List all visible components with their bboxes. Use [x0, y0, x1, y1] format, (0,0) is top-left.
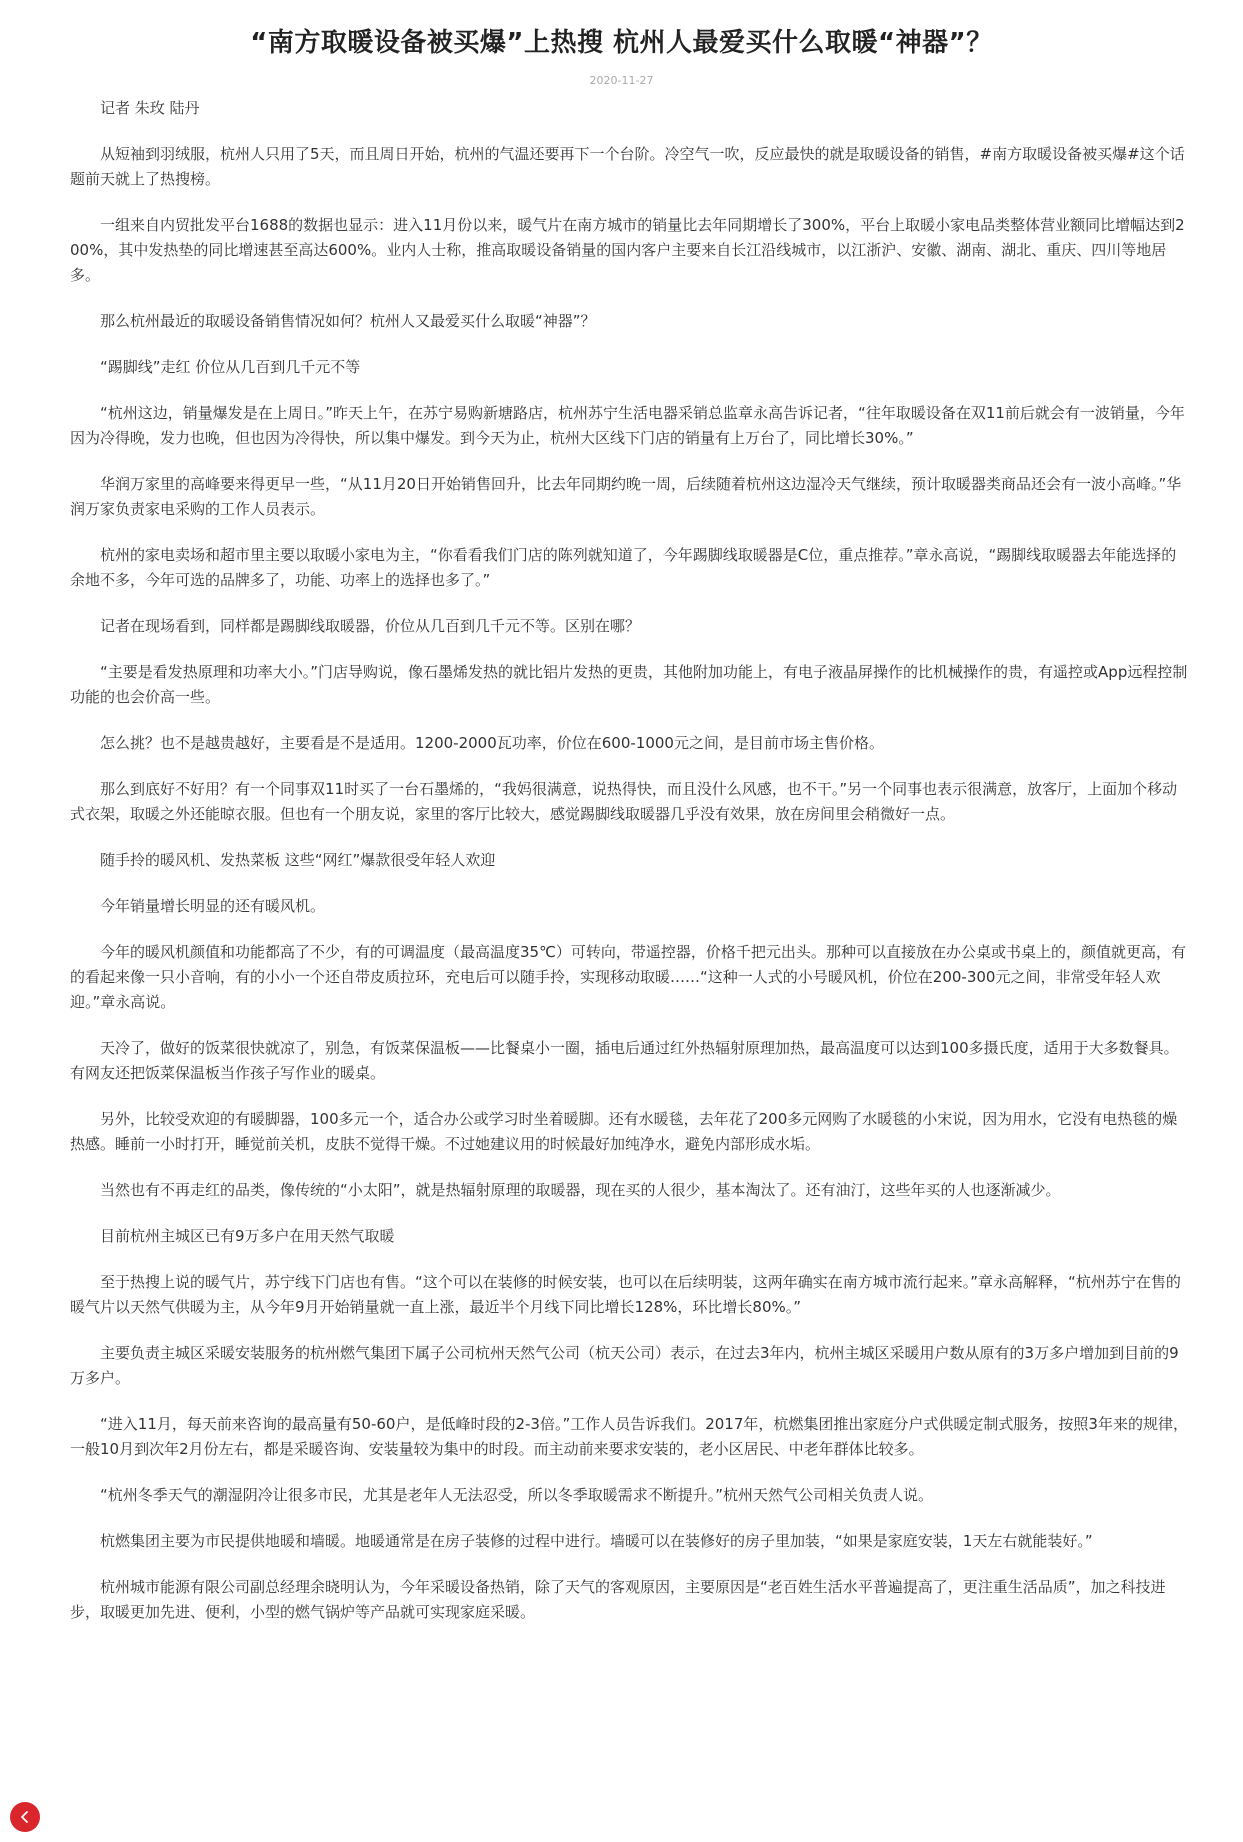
paragraph: 至于热搜上说的暖气片，苏宁线下门店也有售。“这个可以在装修的时候安装，也可以在后续明装，这两年确实在南方城市流行起来。”章永高解释，“杭州苏宁在售的暖气片以天然气供暖为主，从今年9月开始销量就一直上涨，最近半个月线下同比增长128%，环比增长80%。” [70, 1273, 1181, 1316]
paragraph: 当然也有不再走红的品类，像传统的“小太阳”，就是热辐射原理的取暖器，现在买的人很少，基本淘汰了。还有油汀，这些年买的人也逐渐减少。 [100, 1181, 1061, 1199]
article-body [70, 96, 1190, 1646]
chevron-left-icon [18, 1810, 32, 1824]
back-button[interactable] [10, 1802, 40, 1832]
paragraph: 今年的暖风机颜值和功能都高了不少，有的可调温度（最高温度35℃）可转向，带遥控器，价格千把元出头。那种可以直接放在办公桌或书桌上的，颜值就更高，有的看起来像一只小音响，有的小小一个还自带皮质拉环，充电后可以随手拎，实现移动取暖……“这种一人式的小号暖风机，价位在200-300元之间，非常受年轻人欢迎。”章永高说。 [70, 943, 1186, 1011]
paragraph: 另外，比较受欢迎的有暖脚器，100多元一个，适合办公或学习时坐着暖脚。还有水暖毯，去年花了200多元网购了水暖毯的小宋说，因为用水，它没有电热毯的燥热感。睡前一小时打开，睡觉前关机，皮肤不觉得干燥。不过她建议用的时候最好加纯净水，避免内部形成水垢。 [70, 1110, 1178, 1153]
paragraph: 从短袖到羽绒服，杭州人只用了5天，而且周日开始，杭州的气温还要再下一个台阶。冷空气一吹，反应最快的就是取暖设备的销售，#南方取暖设备被买爆#这个话题前天就上了热搜榜。 [70, 145, 1185, 188]
byline: 记者 朱玫 陆丹 [100, 99, 200, 117]
paragraph: 天冷了，做好的饭菜很快就凉了，别急，有饭菜保温板——比餐桌小一圈，插电后通过红外热辐射原理加热，最高温度可以达到100多摄氏度，适用于大多数餐具。有网友还把饭菜保温板当作孩子写作业的暖桌。 [70, 1039, 1179, 1082]
publish-date: 2020-11-27 [589, 74, 654, 87]
paragraph: “杭州冬季天气的潮湿阴冷让很多市民，尤其是老年人无法忍受，所以冬季取暖需求不断提升。”杭州天然气公司相关负责人说。 [100, 1486, 934, 1504]
paragraph: 那么到底好不好用？有一个同事双11时买了一台石墨烯的，“我妈很满意，说热得快，而且没什么风感，也不干。”另一个同事也表示很满意，放客厅，上面加个移动式衣架，取暖之外还能晾衣服。但也有一个朋友说，家里的客厅比较大，感觉踢脚线取暖器几乎没有效果，放在房间里会稍微好一点。 [70, 780, 1178, 823]
section-heading: 目前杭州主城区已有9万多户在用天然气取暖 [100, 1227, 395, 1245]
paragraph: 华润万家里的高峰要来得更早一些，“从11月20日开始销售回升，比去年同期约晚一周，后续随着杭州这边湿冷天气继续，预计取暖器类商品还会有一波小高峰。”华润万家负责家电采购的工作人员表示。 [70, 475, 1182, 518]
paragraph: 杭燃集团主要为市民提供地暖和墙暖。地暖通常是在房子装修的过程中进行。墙暖可以在装修好的房子里加装，“如果是家庭安装，1天左右就能装好。” [100, 1532, 1093, 1550]
paragraph: 今年销量增长明显的还有暖风机。 [100, 897, 326, 915]
paragraph: 一组来自内贸批发平台1688的数据也显示：进入11月份以来，暖气片在南方城市的销量比去年同期增长了300%，平台上取暖小家电品类整体营业额同比增幅达到200%，其中发热垫的同比增速甚至高达600%。业内人士称，推高取暖设备销量的国内客户主要来自长江沿线城市，以江浙沪、安徽、湖南、湖北、重庆、四川等地居多。 [70, 216, 1185, 284]
paragraph: 杭州的家电卖场和超市里主要以取暖小家电为主，“你看看我们门店的陈列就知道了，今年踢脚线取暖器是C位，重点推荐。”章永高说，“踢脚线取暖器去年能选择的余地不多，今年可选的品牌多了，功能、功率上的选择也多了。” [70, 546, 1177, 589]
paragraph: 怎么挑？也不是越贵越好，主要看是不是适用。1200-2000瓦功率，价位在600-1000元之间，是目前市场主售价格。 [100, 734, 884, 752]
article-title: “南方取暖设备被买爆”上热搜 杭州人最爱买什么取暖“神器”？ [250, 28, 993, 58]
paragraph: 那么杭州最近的取暖设备销售情况如何？杭州人又最爱买什么取暖“神器”？ [100, 312, 596, 330]
paragraph: 杭州城市能源有限公司副总经理余晓明认为，今年采暖设备热销，除了天气的客观原因，主要原因是“老百姓生活水平普遍提高了，更注重生活品质”，加之科技进步，取暖更加先进、便利，小型的燃气锅炉等产品就可实现家庭采暖。 [70, 1578, 1166, 1621]
paragraph: 主要负责主城区采暖安装服务的杭州燃气集团下属子公司杭州天然气公司（杭天公司）表示，在过去3年内，杭州主城区采暖用户数从原有的3万多户增加到目前的9万多户。 [70, 1344, 1179, 1387]
paragraph: “进入11月，每天前来咨询的最高量有50-60户，是低峰时段的2-3倍。”工作人员告诉我们。2017年，杭燃集团推出家庭分户式供暖定制式服务，按照3年来的规律，一般10月到次年2月份左右，都是采暖咨询、安装量较为集中的时段。而主动前来要求安装的，老小区居民、中老年群体比较多。 [70, 1415, 1188, 1458]
paragraph: “主要是看发热原理和功率大小。”门店导购说，像石墨烯发热的就比铝片发热的更贵，其他附加功能上，有电子液晶屏操作的比机械操作的贵，有遥控或App远程控制功能的也会价高一些。 [70, 663, 1188, 706]
paragraph: “杭州这边，销量爆发是在上周日。”昨天上午，在苏宁易购新塘路店，杭州苏宁生活电器采销总监章永高告诉记者，“往年取暖设备在双11前后就会有一波销量，今年因为冷得晚，发力也晚，但也因为冷得快，所以集中爆发。到今天为止，杭州大区线下门店的销量有上万台了，同比增长30%。” [70, 404, 1185, 447]
section-heading: “踢脚线”走红 价位从几百到几千元不等 [100, 358, 361, 376]
paragraph: 记者在现场看到，同样都是踢脚线取暖器，价位从几百到几千元不等。区别在哪？ [100, 617, 641, 635]
section-heading: 随手拎的暖风机、发热菜板 这些“网红”爆款很受年轻人欢迎 [100, 851, 496, 869]
